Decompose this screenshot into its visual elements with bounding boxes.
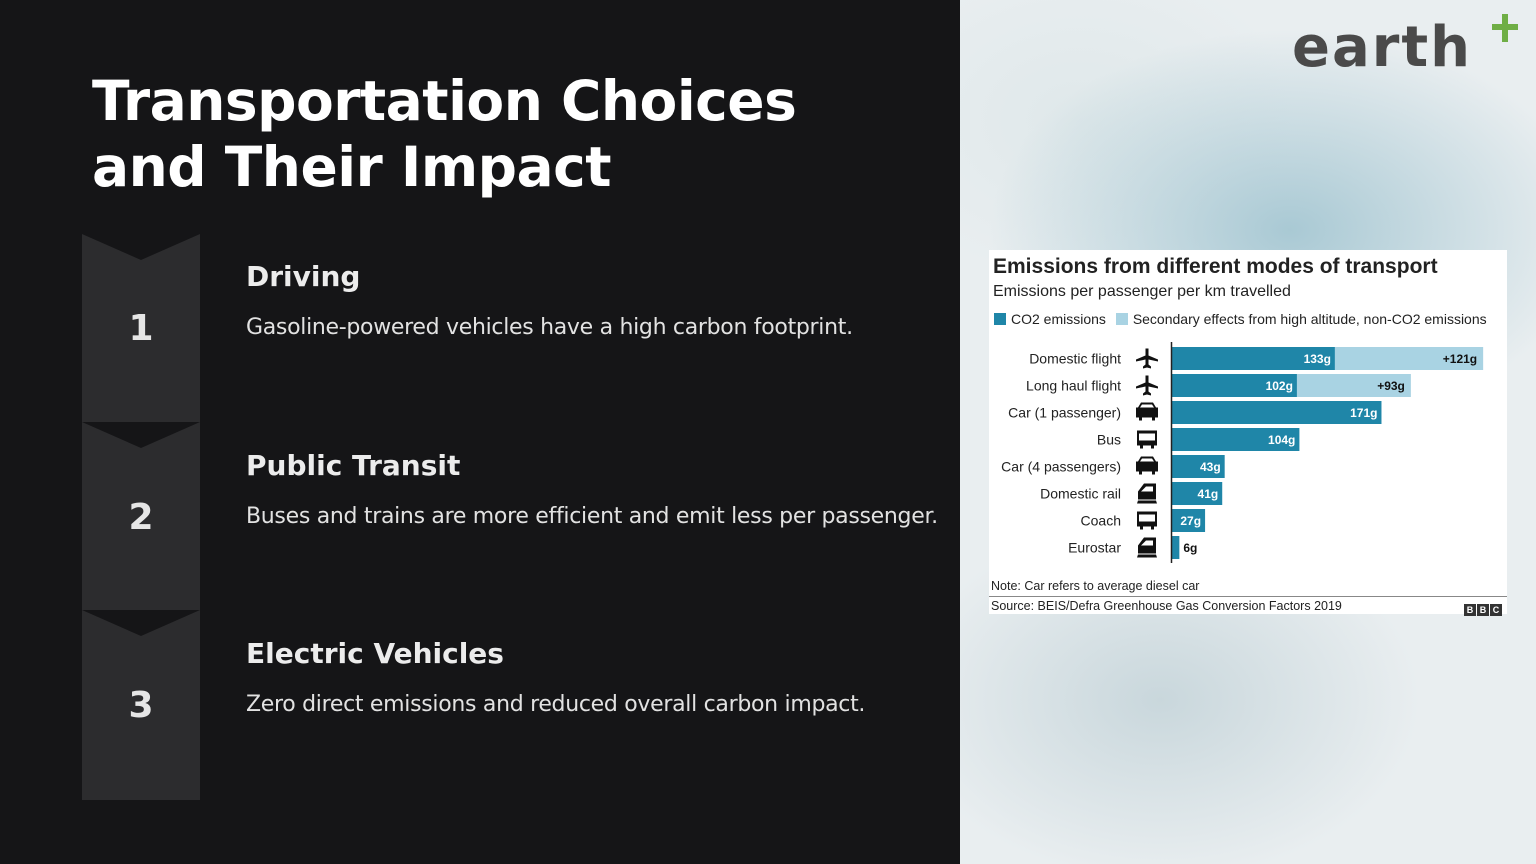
category-label: Long haul flight	[1026, 377, 1121, 394]
plane-icon	[1136, 349, 1158, 369]
data-label-co2: 171g	[1350, 406, 1378, 420]
category-label: Domestic flight	[1029, 350, 1121, 367]
bbc-logo: B B C	[1463, 600, 1502, 618]
legend-swatch-co2	[994, 313, 1006, 325]
chart-source: Source: BEIS/Defra Greenhouse Gas Conversion Factors 2019	[991, 599, 1342, 613]
train-icon	[1137, 538, 1157, 558]
data-label-co2: 41g	[1197, 487, 1219, 501]
chart-note: Note: Car refers to average diesel car	[991, 579, 1200, 593]
step-3-heading: Electric Vehicles	[246, 637, 504, 670]
category-label: Coach	[1080, 512, 1121, 529]
data-label-secondary: +121g	[1442, 352, 1478, 366]
step-2-heading: Public Transit	[246, 449, 461, 482]
step-3-description: Zero direct emissions and reduced overall carbon impact.	[246, 692, 866, 717]
category-label: Domestic rail	[1040, 485, 1121, 502]
chart-plot	[989, 338, 1507, 574]
data-label-co2: 27g	[1180, 514, 1202, 528]
data-label-co2: 43g	[1199, 460, 1221, 474]
category-label: Bus	[1096, 431, 1121, 448]
step-1-number: 1	[128, 308, 154, 349]
data-label-secondary: +93g	[1377, 379, 1405, 393]
step-1-description: Gasoline-powered vehicles have a high carbon footprint.	[246, 315, 853, 340]
data-label-co2: 133g	[1303, 352, 1331, 366]
data-label-co2: 102g	[1265, 379, 1293, 393]
car-icon	[1136, 457, 1158, 475]
bus-icon	[1137, 431, 1157, 449]
car-icon	[1136, 403, 1158, 421]
source-divider	[989, 596, 1507, 597]
legend-label-co2: CO2 emissions	[1011, 311, 1106, 327]
legend-swatch-secondary	[1116, 313, 1128, 325]
chart-legend	[994, 311, 1493, 327]
legend-label-secondary: Secondary effects from high altitude, non-CO2 emissions	[1132, 311, 1487, 327]
train-icon	[1137, 484, 1157, 504]
slide-title: Transportation Choices and Their Impact	[92, 69, 797, 199]
legend-item-co2	[994, 311, 1106, 327]
chart-subtitle: Emissions per passenger per km travelled	[993, 283, 1291, 300]
bus-icon	[1137, 512, 1157, 530]
step-2-number: 2	[128, 497, 154, 538]
plane-icon	[1136, 376, 1158, 396]
legend-item-secondary	[1116, 311, 1487, 327]
earth-logo: earth	[1292, 15, 1473, 80]
category-label: Car (1 passenger)	[1008, 404, 1121, 421]
step-1-heading: Driving	[246, 260, 361, 293]
data-label-co2: 6g	[1183, 541, 1198, 555]
step-2-description: Buses and trains are more efficient and emit less per passenger.	[246, 504, 938, 529]
emissions-chart	[989, 250, 1507, 614]
chart-title: Emissions from different modes of transport	[993, 255, 1438, 278]
category-label: Car (4 passengers)	[1001, 458, 1121, 475]
step-3-number: 3	[128, 685, 154, 726]
data-label-co2: 104g	[1268, 433, 1296, 447]
bar-co2	[1172, 536, 1179, 559]
category-label: Eurostar	[1068, 539, 1121, 556]
logo-plus-icon	[1492, 14, 1518, 42]
